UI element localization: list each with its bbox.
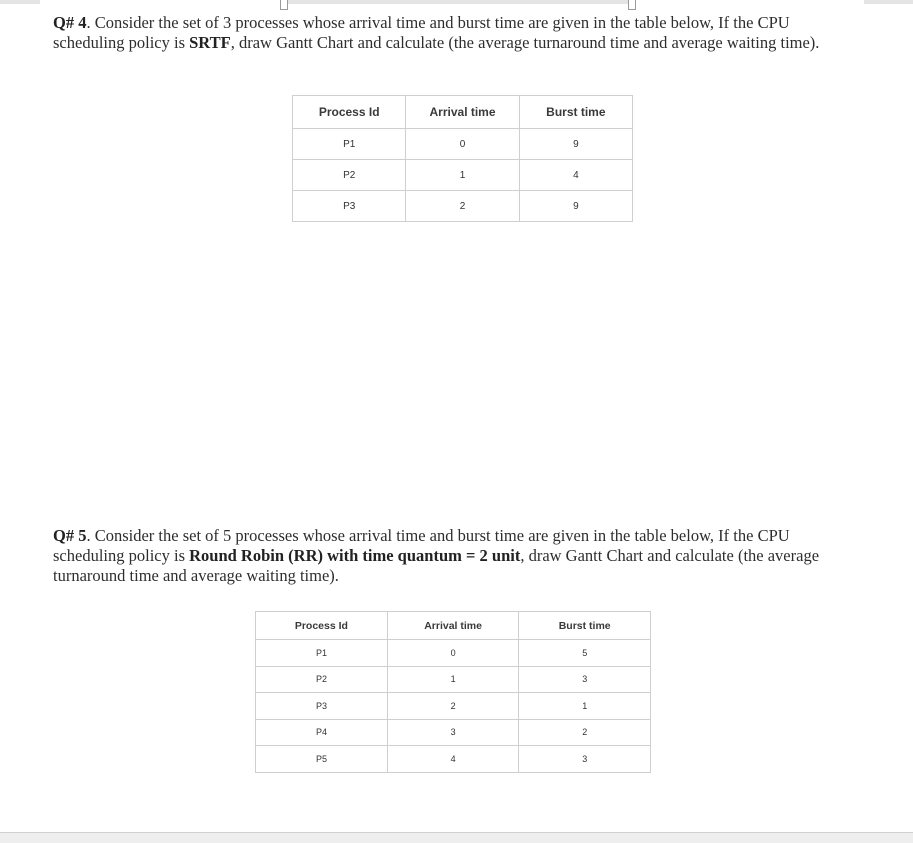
- cell-process-id: P1: [293, 129, 406, 160]
- question-4-number: Q# 4: [53, 13, 87, 32]
- table-row: [256, 640, 651, 667]
- column-header-arrival-time: Arrival time: [387, 612, 519, 640]
- column-header-burst-time: Burst time: [519, 612, 651, 640]
- question-4-policy: SRTF: [189, 33, 231, 52]
- cell-process-id: P1: [256, 640, 388, 667]
- cell-process-id: P3: [293, 191, 406, 222]
- process-table-q5: [255, 611, 651, 773]
- cell-arrival-time: 1: [406, 160, 519, 191]
- column-header-burst-time: Burst time: [519, 96, 632, 129]
- table-row: [256, 666, 651, 693]
- page-top-gap: [636, 0, 864, 4]
- column-header-arrival-time: Arrival time: [406, 96, 519, 129]
- question-4-text: . Consider the set of 3 processes whose arrival time and burst time are given in the table below, If the CPU scheduling policy is: [53, 13, 790, 52]
- process-table-q4: [292, 95, 633, 222]
- question-5-text-end: , draw Gantt Chart and calculate (the average turnaround time and average waiting time).: [53, 546, 820, 585]
- cell-process-id: P2: [293, 160, 406, 191]
- table-row: [293, 129, 633, 160]
- cell-arrival-time: 0: [387, 640, 519, 667]
- cell-process-id: P4: [256, 719, 388, 746]
- cell-burst-time: 1: [519, 693, 651, 720]
- cell-arrival-time: 2: [387, 693, 519, 720]
- table-row: [293, 191, 633, 222]
- table-row: [256, 719, 651, 746]
- question-4: [53, 13, 833, 53]
- table-row: [293, 160, 633, 191]
- cell-process-id: P3: [256, 693, 388, 720]
- question-5-text: . Consider the set of 5 processes whose arrival time and burst time are given in the table below, If the CPU scheduling policy is: [53, 526, 790, 565]
- cell-process-id: P5: [256, 746, 388, 773]
- table-row: [256, 693, 651, 720]
- cell-burst-time: 9: [519, 129, 632, 160]
- cell-burst-time: 4: [519, 160, 632, 191]
- cell-burst-time: 3: [519, 666, 651, 693]
- page-bottom-edge: [0, 832, 913, 843]
- cell-arrival-time: 0: [406, 129, 519, 160]
- text-boundary-marker: [280, 0, 288, 10]
- cell-process-id: P2: [256, 666, 388, 693]
- cell-arrival-time: 2: [406, 191, 519, 222]
- column-header-process-id: Process Id: [256, 612, 388, 640]
- cell-burst-time: 9: [519, 191, 632, 222]
- question-4-text-end: , draw Gantt Chart and calculate (the average turnaround time and average waiting time).: [230, 33, 820, 52]
- page-top-gap: [40, 0, 288, 4]
- cell-burst-time: 3: [519, 746, 651, 773]
- cell-arrival-time: 3: [387, 719, 519, 746]
- cell-burst-time: 2: [519, 719, 651, 746]
- page-top-edge: [0, 0, 913, 4]
- table-row: [256, 746, 651, 773]
- text-boundary-marker: [628, 0, 636, 10]
- cell-burst-time: 5: [519, 640, 651, 667]
- table-header-row: [293, 96, 633, 129]
- cell-arrival-time: 1: [387, 666, 519, 693]
- table-header-row: [256, 612, 651, 640]
- question-5: [53, 526, 833, 586]
- question-5-number: Q# 5: [53, 526, 87, 545]
- cell-arrival-time: 4: [387, 746, 519, 773]
- column-header-process-id: Process Id: [293, 96, 406, 129]
- question-5-policy: Round Robin (RR) with time quantum = 2 unit: [189, 546, 521, 565]
